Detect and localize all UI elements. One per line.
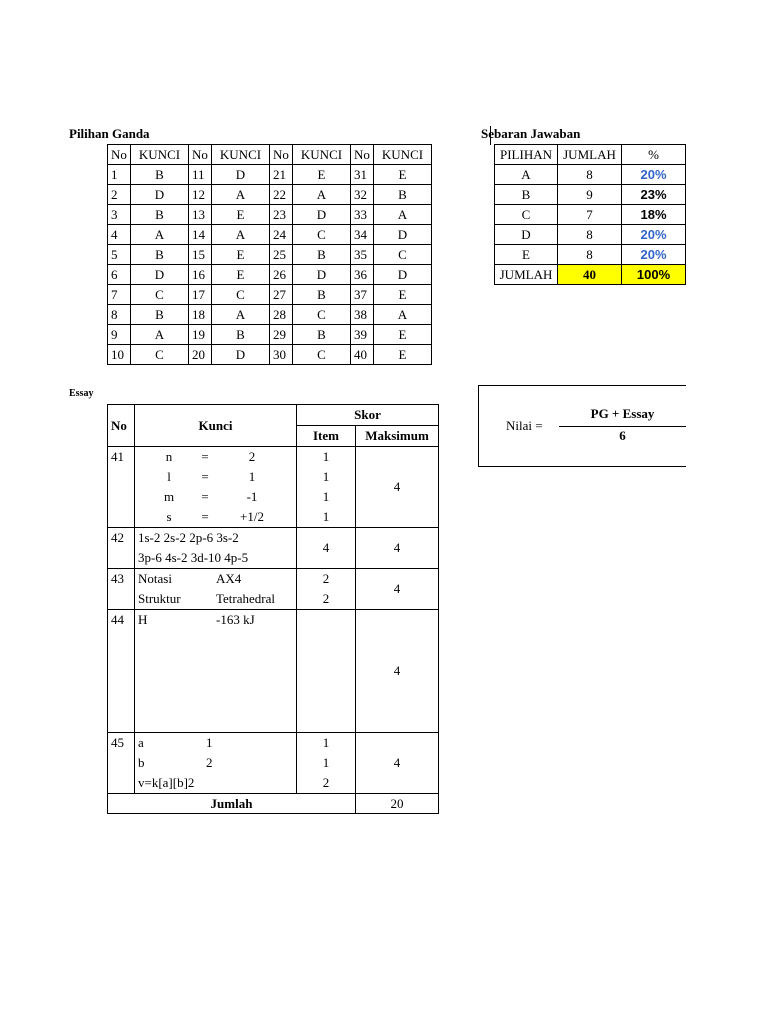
qn-line-l: l = 1 bbox=[167, 469, 256, 484]
pg-cell-kunci: E bbox=[374, 165, 432, 185]
essay-no-43: 43 bbox=[108, 569, 135, 610]
pg-cell-kunci: B bbox=[131, 305, 189, 325]
pg-header-no-1: No bbox=[189, 145, 212, 165]
pg-cell-no: 9 bbox=[108, 325, 131, 345]
nilai-fraction-line bbox=[559, 426, 686, 427]
pg-cell-kunci: E bbox=[374, 345, 432, 365]
pg-cell-no: 13 bbox=[189, 205, 212, 225]
pg-cell-no: 39 bbox=[351, 325, 374, 345]
sj-cell-pilihan: E bbox=[495, 245, 558, 265]
essay-row-45 bbox=[108, 733, 439, 794]
pg-cell-no: 31 bbox=[351, 165, 374, 185]
essay-header-kunci: Kunci bbox=[135, 405, 297, 447]
pg-cell-kunci: E bbox=[374, 325, 432, 345]
essay-item-45: 1 1 2 bbox=[297, 733, 356, 794]
pg-cell-kunci: C bbox=[131, 345, 189, 365]
sebaran-jawaban-title: Sebaran Jawaban bbox=[481, 126, 581, 141]
pg-cell-kunci: E bbox=[293, 165, 351, 185]
essay-row-42 bbox=[108, 528, 439, 569]
pg-cell-kunci: A bbox=[293, 185, 351, 205]
nilai-denominator: 6 bbox=[619, 428, 626, 443]
pg-cell-kunci: D bbox=[293, 205, 351, 225]
pg-cell-kunci: D bbox=[212, 165, 270, 185]
pg-cell-kunci: B bbox=[131, 165, 189, 185]
essay-item-41: 1 1 1 1 bbox=[297, 447, 356, 528]
pg-cell-no: 29 bbox=[270, 325, 293, 345]
pg-cell-kunci: D bbox=[374, 225, 432, 245]
essay-no-42: 42 bbox=[108, 528, 135, 569]
pg-cell-no: 7 bbox=[108, 285, 131, 305]
pg-cell-kunci: C bbox=[293, 305, 351, 325]
essay-kunci-42: 1s-2 2s-2 2p-6 3s-2 3p-6 4s-2 3d-10 4p-5 bbox=[135, 528, 297, 569]
pg-cell-no: 2 bbox=[108, 185, 131, 205]
pg-cell-no: 24 bbox=[270, 225, 293, 245]
pg-cell-kunci: A bbox=[374, 205, 432, 225]
pg-cell-no: 20 bbox=[189, 345, 212, 365]
sj-cell-pilihan: A bbox=[495, 165, 558, 185]
pg-cell-kunci: B bbox=[131, 205, 189, 225]
table-row bbox=[495, 185, 686, 205]
pg-header-row bbox=[108, 145, 432, 165]
pg-cell-no: 34 bbox=[351, 225, 374, 245]
pg-cell-kunci: D bbox=[374, 265, 432, 285]
sj-cell-pilihan: C bbox=[495, 205, 558, 225]
pg-header-no-0: No bbox=[108, 145, 131, 165]
table-row bbox=[495, 245, 686, 265]
essay-title: Essay bbox=[69, 388, 94, 399]
table-row bbox=[108, 285, 432, 305]
pilihan-ganda-title: Pilihan Ganda bbox=[69, 126, 150, 141]
essay-max-41: 4 bbox=[356, 447, 439, 528]
pg-cell-kunci: C bbox=[293, 345, 351, 365]
essay-kunci-43: Notasi AX4 Struktur Tetrahedral bbox=[135, 569, 297, 610]
pg-cell-no: 15 bbox=[189, 245, 212, 265]
pg-header-kunci-3: KUNCI bbox=[374, 145, 432, 165]
table-row bbox=[108, 185, 432, 205]
sj-header-row bbox=[495, 145, 686, 165]
pg-cell-kunci: A bbox=[131, 325, 189, 345]
pg-cell-no: 12 bbox=[189, 185, 212, 205]
essay-row-41 bbox=[108, 447, 439, 528]
table-row bbox=[108, 325, 432, 345]
table-row bbox=[108, 245, 432, 265]
pilihan-ganda-table bbox=[107, 144, 432, 365]
essay-header-maksimum: Maksimum bbox=[356, 426, 439, 447]
pg-cell-kunci: B bbox=[293, 325, 351, 345]
qn-line-m: m = -1 bbox=[163, 489, 258, 504]
pg-cell-no: 36 bbox=[351, 265, 374, 285]
pg-cell-kunci: D bbox=[131, 265, 189, 285]
pg-cell-no: 10 bbox=[108, 345, 131, 365]
essay-item-44 bbox=[297, 610, 356, 733]
nilai-label: Nilai = bbox=[506, 418, 543, 433]
essay-no-45: 45 bbox=[108, 733, 135, 794]
pg-cell-kunci: E bbox=[212, 265, 270, 285]
sj-cell-pilihan: D bbox=[495, 225, 558, 245]
table-row bbox=[495, 225, 686, 245]
sj-total-label: JUMLAH bbox=[495, 265, 558, 285]
pg-header-no-3: No bbox=[351, 145, 374, 165]
pg-cell-no: 1 bbox=[108, 165, 131, 185]
pg-cell-no: 35 bbox=[351, 245, 374, 265]
table-row bbox=[108, 345, 432, 365]
essay-max-43: 4 bbox=[356, 569, 439, 610]
table-row bbox=[495, 205, 686, 225]
pg-cell-kunci: A bbox=[212, 185, 270, 205]
pg-cell-no: 6 bbox=[108, 265, 131, 285]
pg-cell-kunci: A bbox=[131, 225, 189, 245]
qn-line-n: n = 2 bbox=[165, 449, 256, 464]
pg-cell-no: 8 bbox=[108, 305, 131, 325]
pg-cell-no: 11 bbox=[189, 165, 212, 185]
sj-total-pct: 100% bbox=[622, 265, 686, 285]
pg-cell-kunci: E bbox=[212, 205, 270, 225]
pg-cell-no: 23 bbox=[270, 205, 293, 225]
pg-cell-kunci: C bbox=[131, 285, 189, 305]
pg-cell-kunci: D bbox=[293, 265, 351, 285]
pg-cell-kunci: B bbox=[374, 185, 432, 205]
essay-total-label: Jumlah bbox=[108, 794, 356, 814]
sj-cell-jumlah: 8 bbox=[558, 245, 622, 265]
pg-header-kunci-2: KUNCI bbox=[293, 145, 351, 165]
pg-cell-no: 14 bbox=[189, 225, 212, 245]
pg-cell-no: 5 bbox=[108, 245, 131, 265]
essay-max-44: 4 bbox=[356, 610, 439, 733]
essay-item-43: 2 2 bbox=[297, 569, 356, 610]
sj-cell-jumlah: 9 bbox=[558, 185, 622, 205]
sj-cell-pct: 23% bbox=[622, 185, 686, 205]
table-row bbox=[108, 305, 432, 325]
sj-total-jumlah: 40 bbox=[558, 265, 622, 285]
pg-cell-kunci: A bbox=[212, 225, 270, 245]
pg-cell-kunci: C bbox=[212, 285, 270, 305]
pg-cell-no: 33 bbox=[351, 205, 374, 225]
pg-cell-kunci: E bbox=[212, 245, 270, 265]
pg-cell-no: 22 bbox=[270, 185, 293, 205]
nilai-numerator: PG + Essay bbox=[590, 406, 655, 421]
pg-cell-kunci: A bbox=[212, 305, 270, 325]
essay-total-value: 20 bbox=[356, 794, 439, 814]
pg-cell-kunci: D bbox=[212, 345, 270, 365]
pg-header-kunci-0: KUNCI bbox=[131, 145, 189, 165]
sj-header-jumlah: JUMLAH bbox=[558, 145, 622, 165]
sj-header-pct: % bbox=[622, 145, 686, 165]
pg-cell-no: 26 bbox=[270, 265, 293, 285]
sj-cell-pct: 20% bbox=[622, 225, 686, 245]
pg-cell-no: 40 bbox=[351, 345, 374, 365]
pg-cell-kunci: A bbox=[374, 305, 432, 325]
essay-kunci-44: H -163 kJ bbox=[135, 610, 297, 733]
pg-cell-no: 25 bbox=[270, 245, 293, 265]
sj-cell-pct: 18% bbox=[622, 205, 686, 225]
table-row bbox=[108, 165, 432, 185]
essay-table bbox=[107, 404, 439, 814]
pg-cell-kunci: B bbox=[293, 245, 351, 265]
pg-cell-kunci: C bbox=[293, 225, 351, 245]
sj-cell-jumlah: 7 bbox=[558, 205, 622, 225]
pg-cell-no: 16 bbox=[189, 265, 212, 285]
pg-cell-no: 27 bbox=[270, 285, 293, 305]
essay-kunci-45: a 1 b 2 v=k[a][b]2 bbox=[135, 733, 297, 794]
pg-cell-no: 38 bbox=[351, 305, 374, 325]
sj-cell-jumlah: 8 bbox=[558, 165, 622, 185]
sj-cell-pct: 20% bbox=[622, 245, 686, 265]
qn-line-s: s = +1/2 bbox=[166, 509, 264, 524]
pg-cell-no: 37 bbox=[351, 285, 374, 305]
pg-cell-no: 21 bbox=[270, 165, 293, 185]
sj-cell-pilihan: B bbox=[495, 185, 558, 205]
pg-cell-no: 3 bbox=[108, 205, 131, 225]
sj-total-row bbox=[495, 265, 686, 285]
pg-cell-kunci: B bbox=[131, 245, 189, 265]
pg-cell-kunci: D bbox=[131, 185, 189, 205]
essay-header-row-1 bbox=[108, 405, 439, 426]
essay-row-43 bbox=[108, 569, 439, 610]
sebaran-jawaban-table bbox=[494, 144, 686, 285]
sj-cell-pct: 20% bbox=[622, 165, 686, 185]
pg-cell-kunci: E bbox=[374, 285, 432, 305]
pg-cell-no: 28 bbox=[270, 305, 293, 325]
essay-header-no: No bbox=[108, 405, 135, 447]
table-row bbox=[108, 225, 432, 245]
pg-cell-kunci: B bbox=[293, 285, 351, 305]
pg-cell-no: 4 bbox=[108, 225, 131, 245]
essay-header-item: Item bbox=[297, 426, 356, 447]
sj-cell-jumlah: 8 bbox=[558, 225, 622, 245]
essay-total-row bbox=[108, 794, 439, 814]
pg-header-no-2: No bbox=[270, 145, 293, 165]
pg-cell-no: 19 bbox=[189, 325, 212, 345]
table-row bbox=[108, 205, 432, 225]
essay-no-41: 41 bbox=[108, 447, 135, 528]
pg-cell-no: 17 bbox=[189, 285, 212, 305]
essay-header-skor: Skor bbox=[297, 405, 439, 426]
pg-cell-kunci: B bbox=[212, 325, 270, 345]
pg-header-kunci-1: KUNCI bbox=[212, 145, 270, 165]
pg-cell-no: 18 bbox=[189, 305, 212, 325]
essay-max-42: 4 bbox=[356, 528, 439, 569]
pg-cell-kunci: C bbox=[374, 245, 432, 265]
essay-kunci-41 bbox=[135, 447, 297, 528]
nilai-formula-box bbox=[478, 385, 686, 467]
pg-cell-no: 32 bbox=[351, 185, 374, 205]
essay-item-42: 4 bbox=[297, 528, 356, 569]
pg-cell-no: 30 bbox=[270, 345, 293, 365]
essay-no-44: 44 bbox=[108, 610, 135, 733]
essay-row-44 bbox=[108, 610, 439, 733]
essay-max-45: 4 bbox=[356, 733, 439, 794]
sj-header-pilihan: PILIHAN bbox=[495, 145, 558, 165]
table-row bbox=[495, 165, 686, 185]
table-row bbox=[108, 265, 432, 285]
